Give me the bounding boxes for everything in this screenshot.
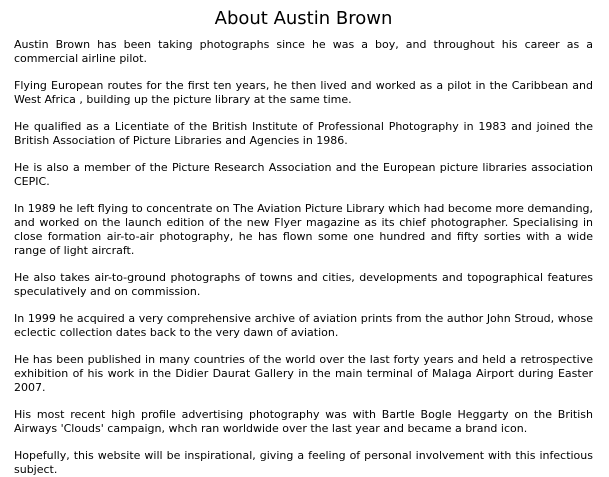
page-title: About Austin Brown <box>214 8 393 29</box>
paragraph-early-career: Austin Brown has been taking photographs since he was a boy, and throughout his career as a commercial airline pilot. <box>14 38 593 65</box>
paragraph-qualifications: He qualified as a Licentiate of the British Institute of Professional Photography in 1983 and joined the British Association of Picture Libraries and Agencies in 1986. <box>14 120 593 147</box>
paragraph-air-to-ground: He also takes air-to-ground photographs of towns and cities, developments and topographical features speculatively and on commission. <box>14 271 593 298</box>
paragraph-aviation-library: In 1989 he left flying to concentrate on The Aviation Picture Library which had become more demanding, and worked on the launch edition of the new Flyer magazine as its chief photographer. Specialising in close formation air-to-air photography, he has flown some one hundred and fifty sorties with a wide range of light aircraft. <box>14 202 594 257</box>
paragraph-european-routes: Flying European routes for the first ten years, he then lived and worked as a pilot in the Caribbean and West Africa , building up the picture library at the same time. <box>14 79 593 106</box>
paragraph-advertising: His most recent high profile advertising photography was with Bartle Bogle Heggarty on the British Airways 'Clouds' campaign, whch ran worldwide over the last year and became a brand icon. <box>14 408 593 435</box>
paragraph-published: He has been published in many countries of the world over the last forty years and held a retrospective exhibition of his work in the Didier Daurat Gallery in the main terminal of Malaga Airport during Easter 2007. <box>14 353 593 394</box>
paragraph-closing: Hopefully, this website will be inspirational, giving a feeling of personal involvement with this infectious subject. <box>14 449 593 476</box>
paragraph-memberships: He is also a member of the Picture Research Association and the European picture libraries association CEPIC. <box>14 161 593 188</box>
paragraph-archive: In 1999 he acquired a very comprehensive archive of aviation prints from the author John Stroud, whose eclectic collection dates back to the very dawn of aviation. <box>14 312 593 339</box>
